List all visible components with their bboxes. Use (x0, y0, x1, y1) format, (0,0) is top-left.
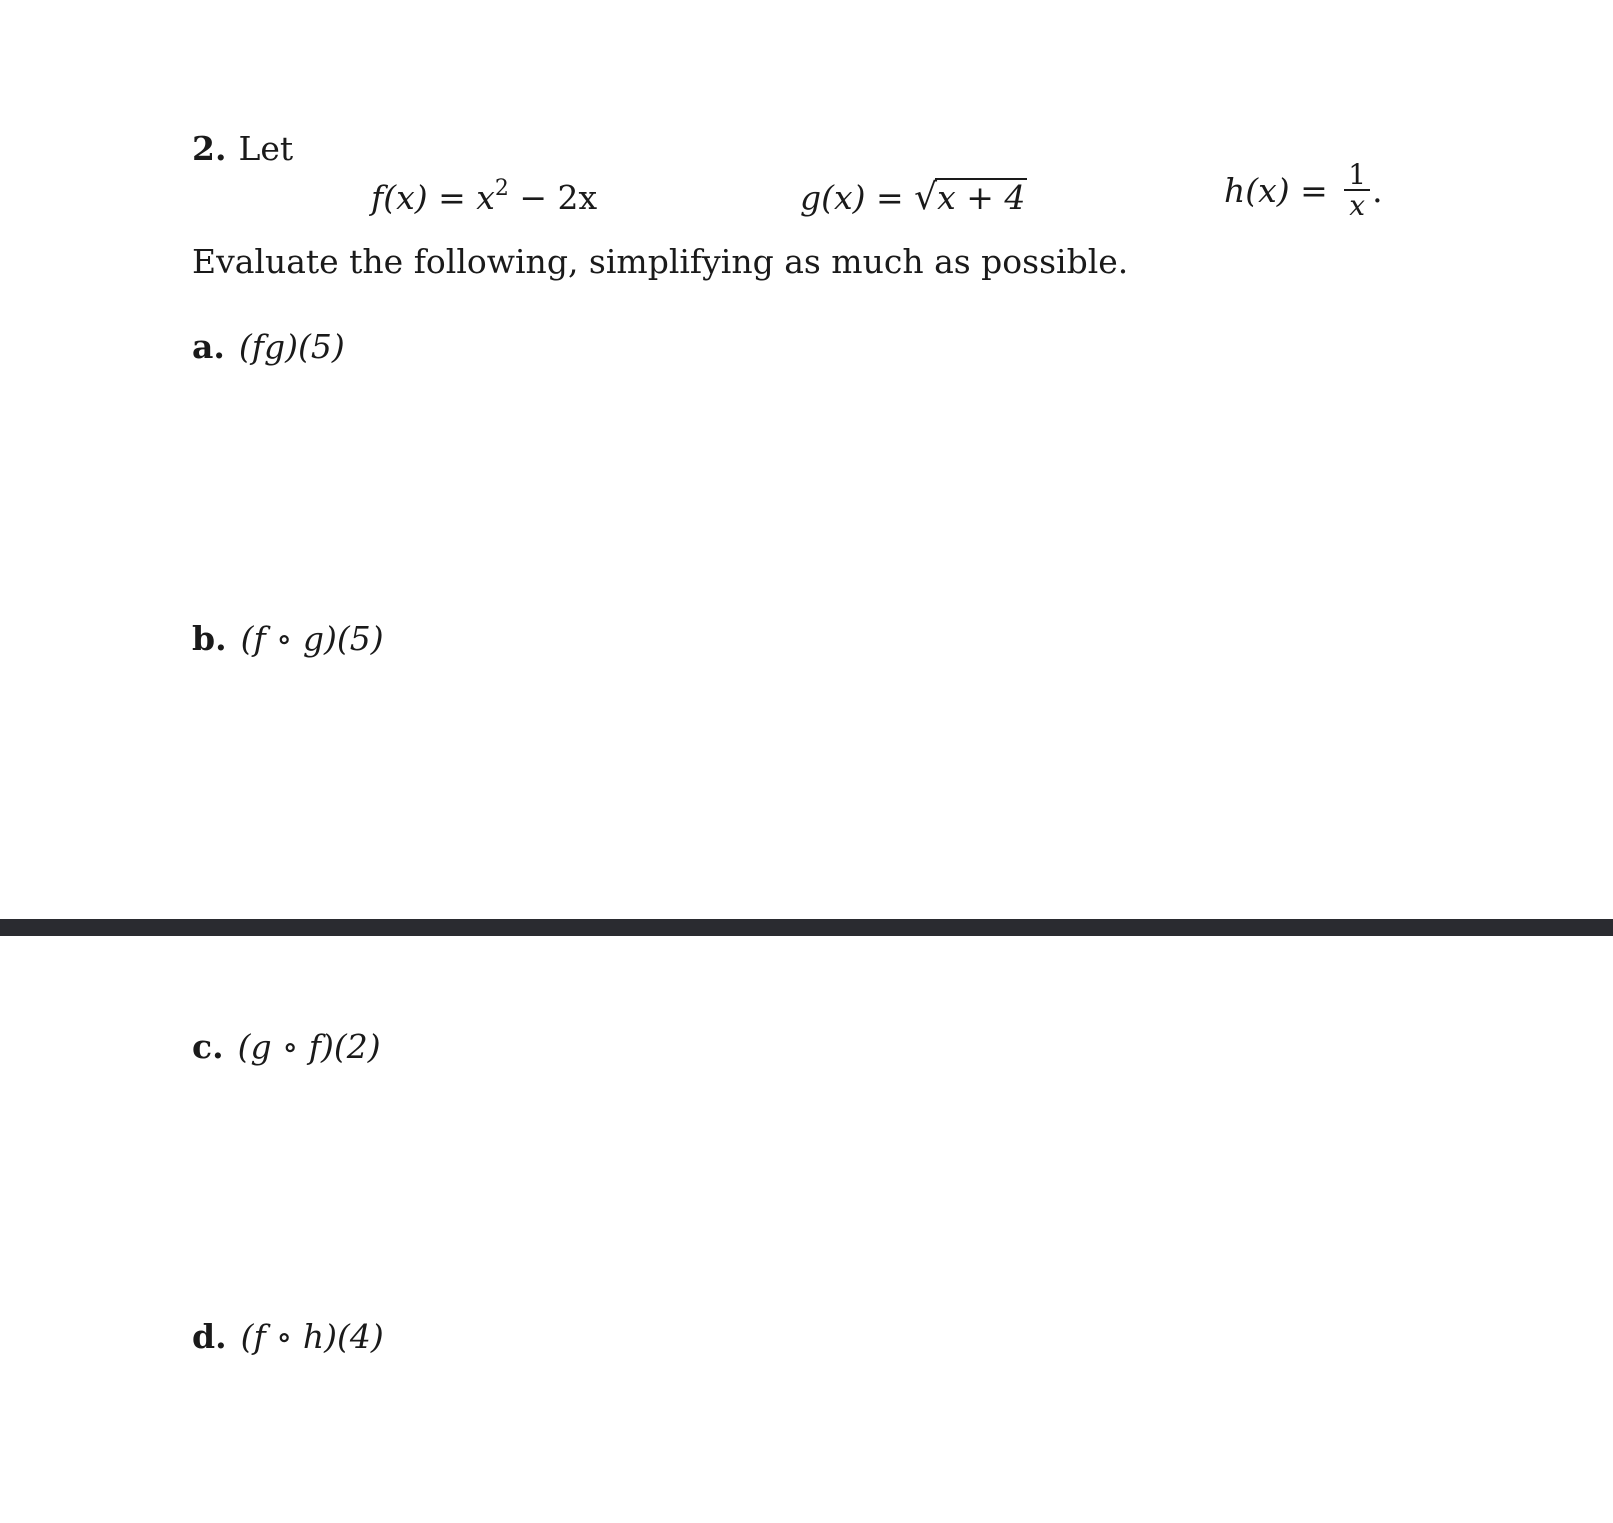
part-c-expression: (g ∘ f)(2) (237, 1027, 381, 1066)
problem-header (192, 129, 294, 168)
part-d-label: d. (192, 1317, 227, 1356)
part-a-expression: (fg)(5) (238, 327, 345, 366)
radical-sign: √ (914, 177, 938, 218)
f-rhs-rest: − 2x (519, 178, 598, 217)
h-fraction (1344, 160, 1370, 221)
h-numerator: 1 (1348, 158, 1367, 191)
part-b-expression: (f ∘ g)(5) (240, 619, 384, 658)
f-rhs-exponent: 2 (494, 176, 509, 201)
problem-number: 2. (192, 129, 227, 168)
part-a (192, 327, 345, 366)
page-divider (0, 919, 1613, 936)
part-a-label: a. (192, 327, 225, 366)
h-period: . (1372, 170, 1383, 210)
sqrt-expression (914, 178, 1027, 216)
h-lhs: h(x) (1224, 170, 1290, 210)
part-b (192, 619, 384, 658)
definition-g (800, 178, 1027, 216)
f-rhs-base: x (476, 178, 495, 217)
part-c-label: c. (192, 1027, 224, 1066)
part-d-expression: (f ∘ h)(4) (240, 1317, 384, 1356)
part-d (192, 1317, 384, 1356)
definition-h (1224, 160, 1383, 221)
g-lhs: g(x) (800, 178, 866, 217)
instruction-text: Evaluate the following, simplifying as much as possible. (192, 242, 1129, 281)
h-denominator: x (1349, 189, 1366, 223)
h-eq: = (1300, 170, 1328, 210)
f-eq: = (438, 178, 466, 217)
part-c (192, 1027, 381, 1066)
part-b-label: b. (192, 619, 227, 658)
definition-f (371, 176, 598, 217)
g-radicand: x + 4 (937, 178, 1026, 217)
g-eq: = (875, 178, 904, 217)
problem-intro: Let (238, 129, 294, 168)
f-lhs: f(x) (371, 178, 428, 217)
